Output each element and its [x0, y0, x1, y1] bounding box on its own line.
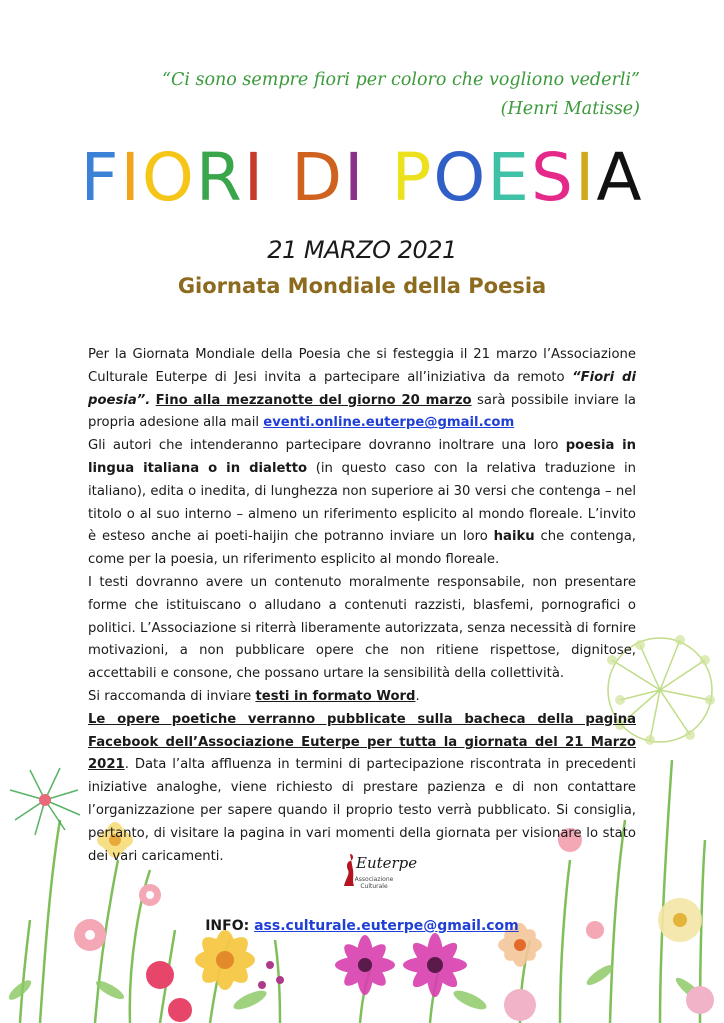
p4-word-format: testi in formato Word [255, 688, 416, 704]
p2-text-c: (in questo caso con la relativa traduzione in italiano), edita o inedita, di lunghezza non superiore ai 30 versi che contenga – nel titolo o al suo interno – almeno un riferimento esplicito al mondo floreale. L’invito è esteso anche ai poeti-haijin che potranno inviare un loro [88, 460, 637, 545]
p2-haiku: haiku [493, 529, 535, 545]
logo-name: Euterpe [356, 854, 418, 872]
quote-text: “Ci sono sempre fiori per coloro che vogliono vederli” [162, 70, 640, 90]
paragraph-1 [88, 344, 636, 435]
p1-deadline: Fino alla mezzanotte del giorno 20 marzo [155, 392, 472, 408]
paragraph-2 [88, 435, 636, 572]
title-letter: O [141, 139, 196, 216]
p2-poem-language: poesia in lingua italiana o in dialetto [88, 438, 637, 476]
p1-text-e: sarà possibile inviare la propria adesione alla mail [88, 392, 636, 431]
title-letter: I [120, 139, 142, 216]
paragraph-3: I testi dovranno avere un contenuto moralmente responsabile, non presentare forme che istituiscano o alludano a contenuti razzisti, blasfemi, pornografici o politici. L’Associazione si riterrà liberamente autorizzata, senza necessità di fornire motivazioni, a non pubblicare opere che non ritiene rispettose, dignitose, accettabili e consone, che possano urtare la sensibilità della collettività. [88, 574, 636, 682]
p2-text-e: che contenga, come per la poesia, un riferimento esplicito al mondo floreale. [88, 529, 636, 568]
paragraph-4 [88, 686, 636, 709]
quote-author: (Henri Matisse) [500, 99, 640, 119]
info-line [0, 918, 724, 934]
paragraph-5 [88, 709, 636, 869]
event-date: 21 MARZO 2021 [267, 236, 457, 264]
title-letter: R [195, 139, 244, 216]
title-letter: I [344, 139, 366, 216]
p5-publication-note: Le opere poetiche verranno pubblicate sulla bacheca della pagina Facebook dell’Associazione Euterpe per tutta la giornata del 21 Marzo 2021 [88, 711, 636, 773]
p4-text-c: . [415, 688, 420, 704]
title-letter: I [243, 139, 266, 216]
title-letter [366, 138, 392, 218]
title-letter [265, 138, 291, 218]
euterpe-logo [338, 852, 418, 892]
info-email-link[interactable]: ass.culturale.euterpe@gmail.com [254, 918, 519, 934]
p2-text-a: Gli autori che intenderanno partecipare dovranno inoltrare una loro [88, 438, 566, 454]
title-letter: O [433, 139, 488, 216]
title-letter: E [487, 139, 531, 216]
p1-text-a: Per la Giornata Mondiale della Poesia che si festeggia il 21 marzo l’Associazione Culturale Euterpe di Jesi invita a partecipare all’iniziativa da remoto [88, 347, 636, 385]
logo-subtitle: Associazione Culturale [354, 876, 394, 890]
title-letter: D [291, 139, 345, 216]
info-label: INFO: [205, 918, 250, 934]
p4-text-a: Si raccomanda di inviare [88, 688, 256, 704]
email-link[interactable]: eventi.online.euterpe@gmail.com [263, 415, 515, 431]
title-letter: I [574, 139, 597, 216]
event-subtitle: Giornata Mondiale della Poesia [177, 274, 547, 298]
title-letter: A [596, 139, 644, 216]
title-letter: F [80, 139, 121, 216]
title-letter: S [530, 139, 575, 216]
p5-text-b: . Data l’alta affluenza in termini di partecipazione riscontrata in precedenti iniziative analoghe, viene richiesto di prestare pazienza e di non contattare l’organizzazione per sapere quando il proprio testo verrà pubblicato. Si consiglia, pertanto, di visitare la pagina in vari momenti della giornata per visionare lo stato dei vari caricamenti. [88, 757, 636, 864]
main-title [0, 138, 724, 218]
p1-initiative-name: “Fiori di poesia”. [88, 369, 636, 408]
title-letter: P [391, 139, 434, 216]
body-text [88, 344, 636, 868]
